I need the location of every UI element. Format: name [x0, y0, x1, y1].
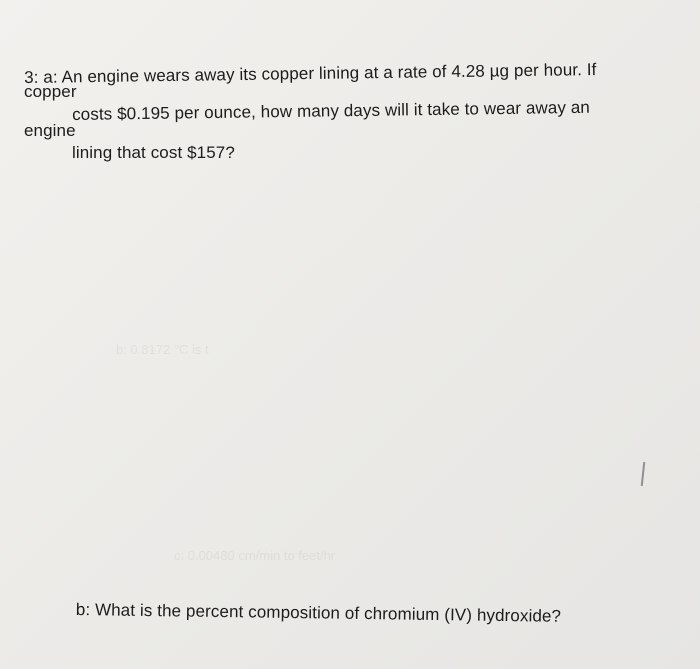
question-a-line-2: copper: [24, 82, 77, 101]
question-a-line-4: engine: [24, 121, 76, 140]
bleed-through-text-2: c: 0.00480 cm/min to feet/hr: [174, 548, 336, 563]
question-a-line-5: lining that cost $157?: [72, 143, 235, 162]
question-a-line-3: costs $0.195 per ounce, how many days will it take to wear away an: [72, 97, 591, 124]
pencil-mark: [641, 462, 645, 486]
question-b: b: What is the percent composition of chromium (IV) hydroxide?: [75, 600, 562, 626]
bleed-through-text-1: b: 0.8172 °C is t: [116, 342, 209, 357]
question-a-line-1: 3: a: An engine wears away its copper lining at a rate of 4.28 µg per hour. If: [24, 60, 597, 87]
